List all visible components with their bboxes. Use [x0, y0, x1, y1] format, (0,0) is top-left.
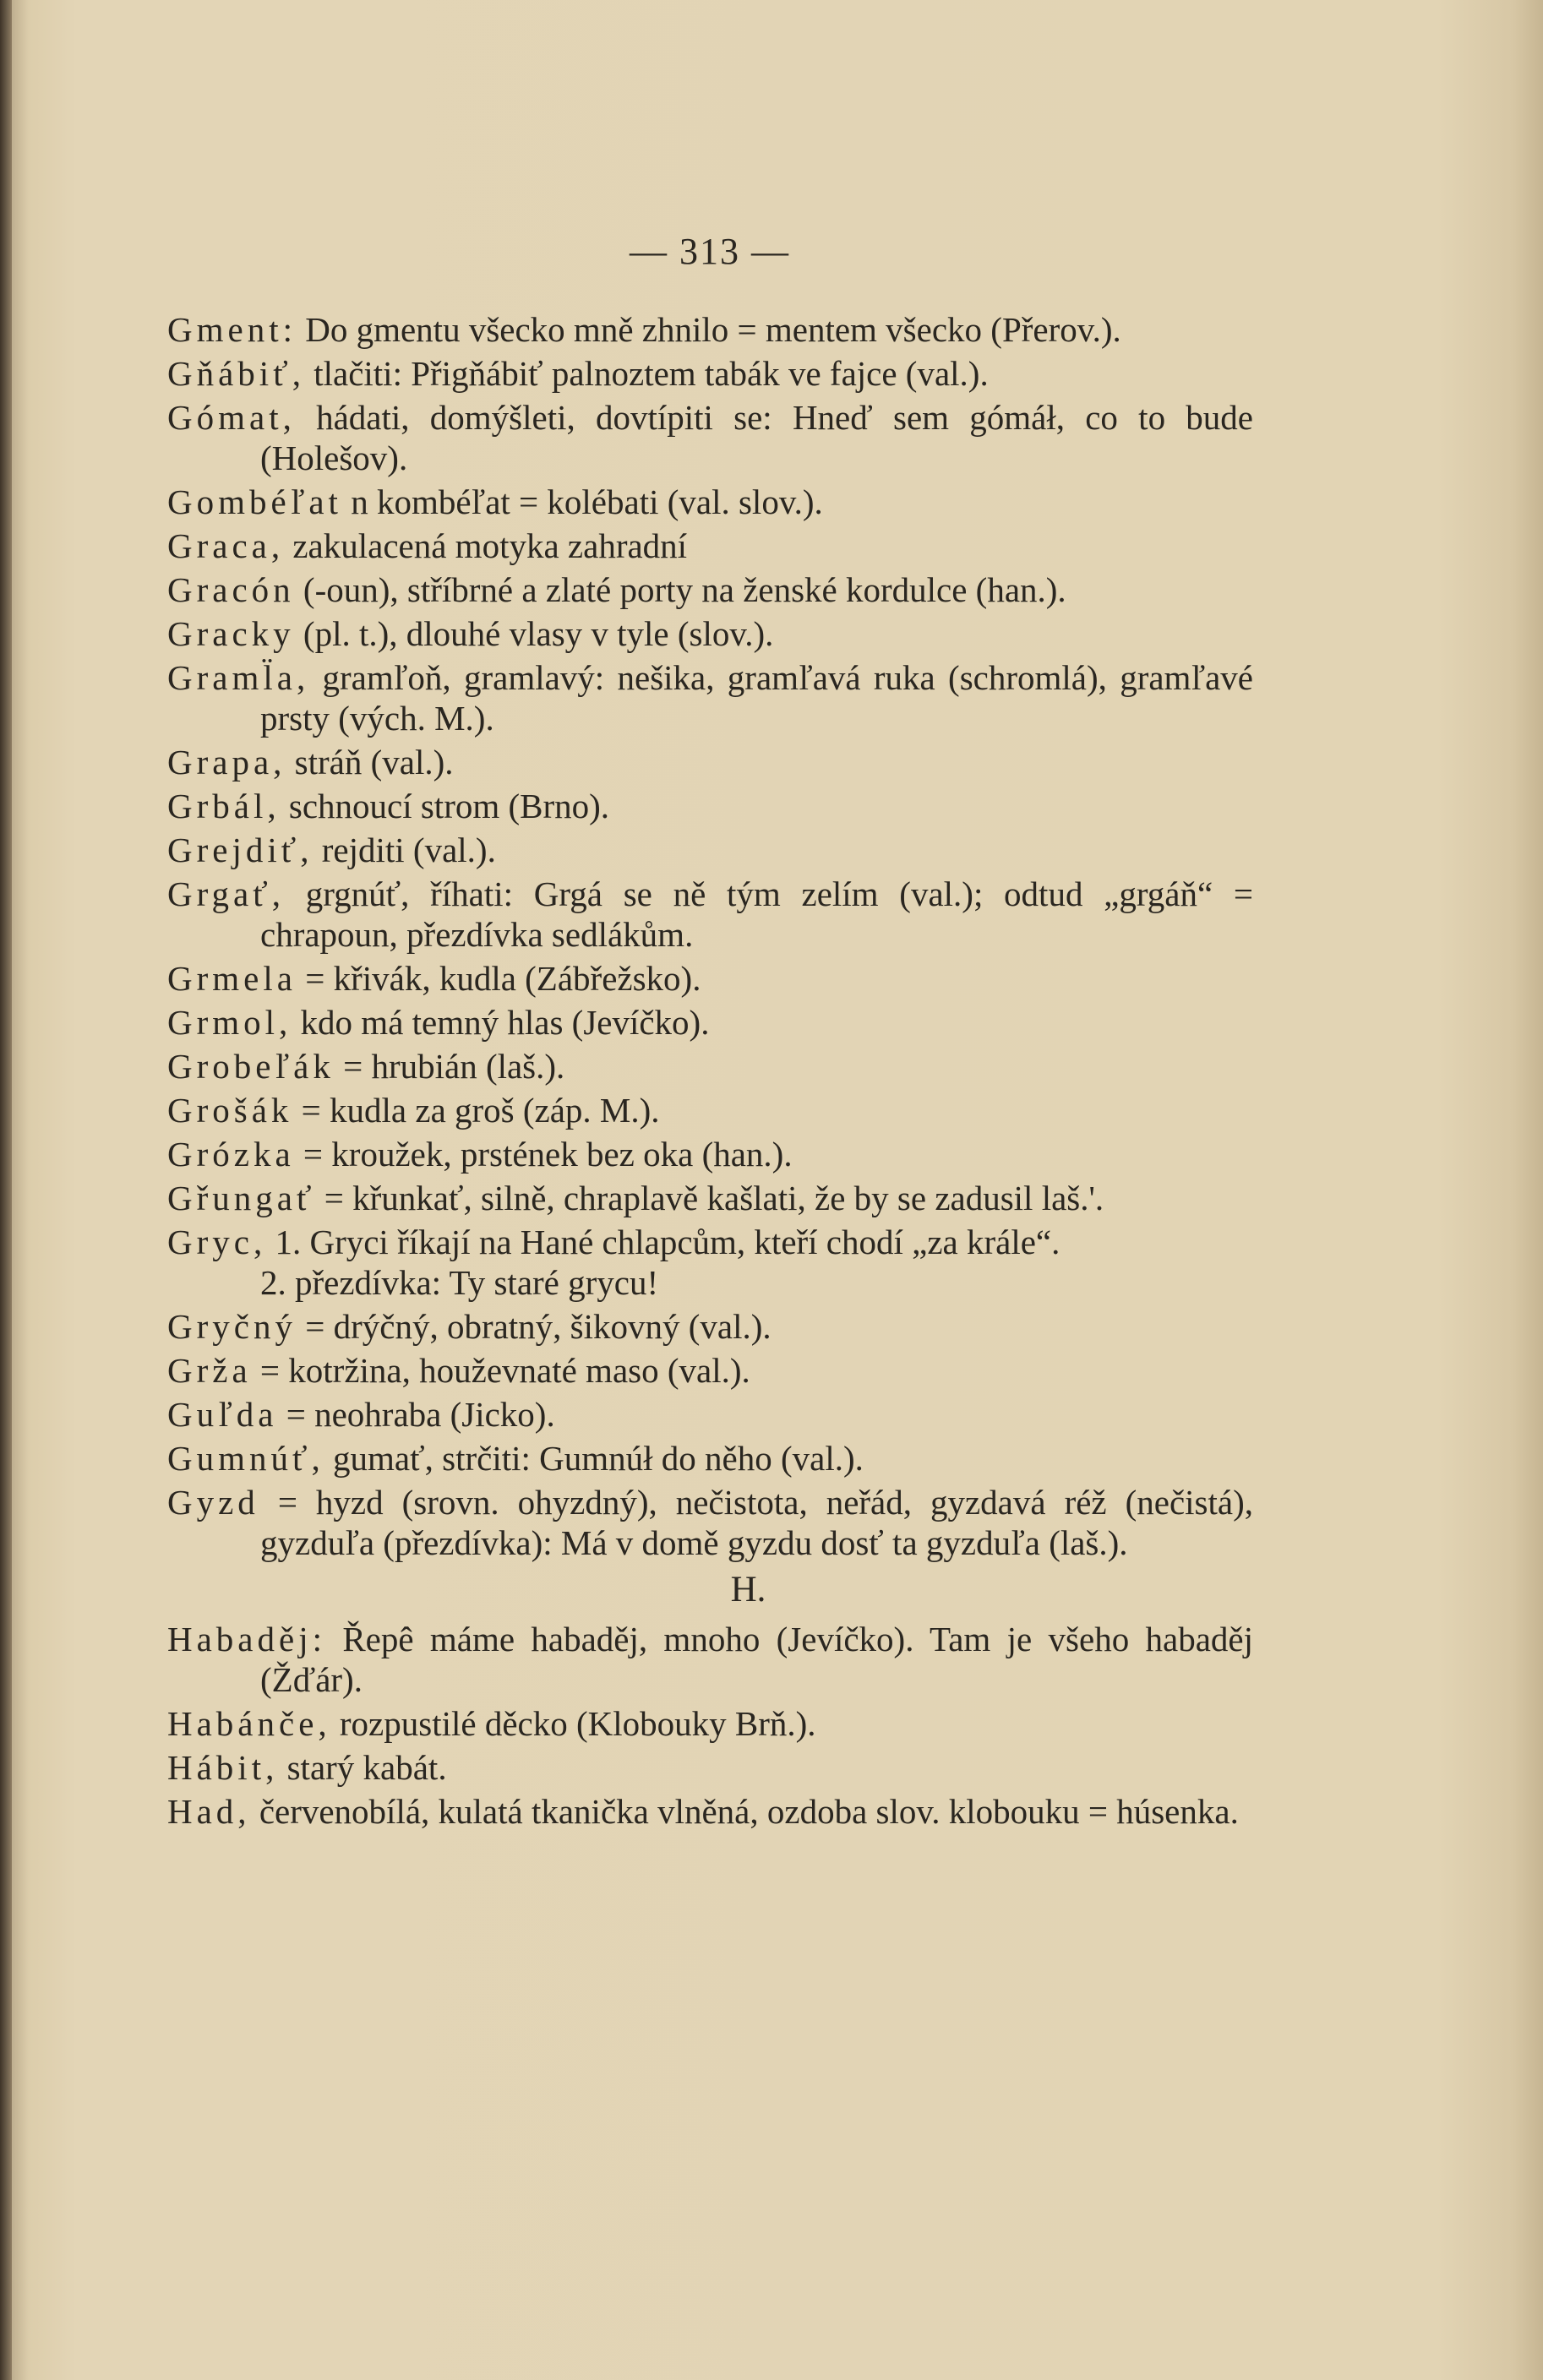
- entry-headword: Grmela: [167, 959, 297, 998]
- entry-headword: Gumnúť,: [167, 1439, 324, 1478]
- dictionary-entry: [167, 353, 1253, 394]
- dictionary-entry: [167, 569, 1253, 610]
- dictionary-entry: [167, 1482, 1253, 1563]
- dictionary-entry: [167, 1350, 1253, 1391]
- entry-headword: Gřungať: [167, 1179, 316, 1217]
- dictionary-entry: [167, 1394, 1253, 1435]
- entry-headword: Gryc,: [167, 1223, 267, 1261]
- dictionary-entry: [167, 1046, 1253, 1087]
- dictionary-entry: [167, 1090, 1253, 1130]
- entry-definition: = hyzd (srovn. ohyzdný), nečistota, neřád, gyzdavá réž (nečistá), gyzduľa (přezdívka): Má v domě gyzdu dosť ta gyzduľa (laš.).: [260, 1483, 1254, 1562]
- entry-definition: zakulacená motyka zahradní: [292, 526, 688, 565]
- entry-headword: Grža: [167, 1351, 252, 1390]
- entry-headword: Gment:: [167, 310, 297, 349]
- dictionary-entry: [167, 958, 1253, 999]
- dictionary-entry: [167, 1306, 1253, 1347]
- entry-definition: = hrubián (laš.).: [343, 1047, 565, 1086]
- entry-headword: Gracón: [167, 570, 295, 609]
- entry-definition: rejditi (val.).: [321, 831, 496, 869]
- entry-definition: n kombéľat = kolébati (val. slov.).: [351, 482, 823, 521]
- entry-definition: starý kabát.: [286, 1748, 447, 1787]
- entry-headword: Had,: [167, 1792, 251, 1831]
- entry-headword: Grobeľák: [167, 1047, 335, 1086]
- entry-headword: Grošák: [167, 1091, 293, 1130]
- entries-section-h: [167, 1619, 1253, 1832]
- entry-definition: (-oun), stříbrné a zlaté porty na ženské kordulce (han.).: [303, 570, 1066, 609]
- entry-definition: = kroužek, prstének bez oka (han.).: [303, 1135, 793, 1174]
- entry-definition: = kotržina, houževnaté maso (val.).: [259, 1351, 750, 1390]
- dictionary-entry: [167, 526, 1253, 566]
- entry-definition: = křunkať, silně, chraplavě kašlati, že by se zadusil laš.'.: [324, 1179, 1104, 1217]
- entry-headword: Gryčný: [167, 1307, 297, 1346]
- page-number: — 313 —: [630, 231, 790, 272]
- dictionary-entry: [167, 482, 1253, 522]
- entries-section-g: [167, 309, 1253, 1563]
- entry-headword: Graca,: [167, 526, 285, 565]
- entry-definition: tlačiti: Přigňábiť palnoztem tabák ve fajce (val.).: [314, 354, 989, 393]
- entry-definition: 1. Gryci říkají na Hané chlapcům, kteří chodí „za krále“.: [275, 1223, 1060, 1261]
- entry-definition: = neohraba (Jicko).: [286, 1395, 555, 1434]
- entry-definition: gumať, strčiti: Gumnúł do něho (val.).: [333, 1439, 864, 1478]
- entry-definition: Řepê máme habaděj, mnoho (Jevíčko). Tam je všeho habaděj (Žďár).: [260, 1620, 1253, 1699]
- dictionary-entry: [167, 309, 1253, 350]
- dictionary-entry: [167, 613, 1253, 654]
- entry-definition: gramľoň, gramlavý: nešika, gramľavá ruka (schromlá), gramľavé prsty (vých. M.).: [260, 658, 1253, 738]
- entry-headword: Grgať,: [167, 874, 285, 913]
- entry-definition: rozpustilé děcko (Klobouky Brň.).: [339, 1704, 816, 1743]
- entry-definition: schnoucí strom (Brno).: [288, 787, 610, 825]
- dictionary-entry: [167, 1178, 1253, 1218]
- entry-headword: Gómat,: [167, 398, 296, 437]
- entry-headword: Hábit,: [167, 1748, 279, 1787]
- entry-headword: Grózka: [167, 1135, 295, 1174]
- entry-definition: = kudla za groš (záp. M.).: [301, 1091, 660, 1130]
- entry-headword: Grmol,: [167, 1003, 292, 1042]
- dictionary-entry: [167, 1134, 1253, 1174]
- entry-headword: Grbál,: [167, 787, 281, 825]
- dictionary-entry: [167, 830, 1253, 870]
- dictionary-entry: [167, 1791, 1253, 1832]
- dictionary-entry: [167, 874, 1253, 955]
- dictionary-entry: [167, 1747, 1253, 1788]
- dictionary-entry: [167, 1619, 1253, 1700]
- entry-definition: červenobílá, kulatá tkanička vlněná, ozdoba slov. klobouku = húsenka.: [259, 1792, 1239, 1831]
- dictionary-entry: [167, 742, 1253, 782]
- entry-definition: grgnúť, říhati: Grgá se ně tým zelím (val.); odtud „grgáň“ = chrapoun, přezdívka sedlákům.: [260, 874, 1254, 954]
- entry-definition: = křivák, kudla (Zábřežsko).: [305, 959, 701, 998]
- entry-headword: Habaděj:: [167, 1620, 326, 1658]
- section-letter: H.: [730, 1570, 766, 1609]
- entry-definition: hádati, domýšleti, dovtípiti se: Hneď sem gómáł, co to bude (Holešov).: [260, 398, 1254, 477]
- page-gutter: [0, 0, 12, 2380]
- entry-headword: Guľda: [167, 1395, 278, 1434]
- entry-headword: Habánče,: [167, 1704, 331, 1743]
- entry-headword: Gombéľat: [167, 482, 342, 521]
- entry-headword: Gyzd: [167, 1483, 259, 1522]
- entry-definition: Do gmentu všecko mně zhnilo = mentem všecko (Přerov.).: [305, 310, 1121, 349]
- dictionary-text: [167, 309, 1253, 1835]
- entry-headword: Gracky: [167, 614, 295, 653]
- entry-definition: kdo má temný hlas (Jevíčko).: [300, 1003, 710, 1042]
- dictionary-entry: [167, 1002, 1253, 1043]
- entry-definition: (pl. t.), dlouhé vlasy v tyle (slov.).: [303, 614, 774, 653]
- entry-headword: Gňábiť,: [167, 354, 305, 393]
- dictionary-entry: [167, 1703, 1253, 1744]
- entry-headword: Graml̈a,: [167, 658, 310, 697]
- entry-headword: Grejdiť,: [167, 831, 314, 869]
- dictionary-entry: [167, 786, 1253, 826]
- entry-subsense: 2. přezdívka: Ty staré grycu!: [260, 1263, 659, 1302]
- dictionary-entry: [167, 1222, 1253, 1303]
- entry-headword: Grapa,: [167, 743, 286, 782]
- dictionary-entry: [167, 657, 1253, 738]
- entry-definition: stráň (val.).: [294, 743, 454, 782]
- dictionary-entry: [167, 397, 1253, 478]
- dictionary-entry: [167, 1438, 1253, 1479]
- entry-definition: = drýčný, obratný, šikovný (val.).: [305, 1307, 772, 1346]
